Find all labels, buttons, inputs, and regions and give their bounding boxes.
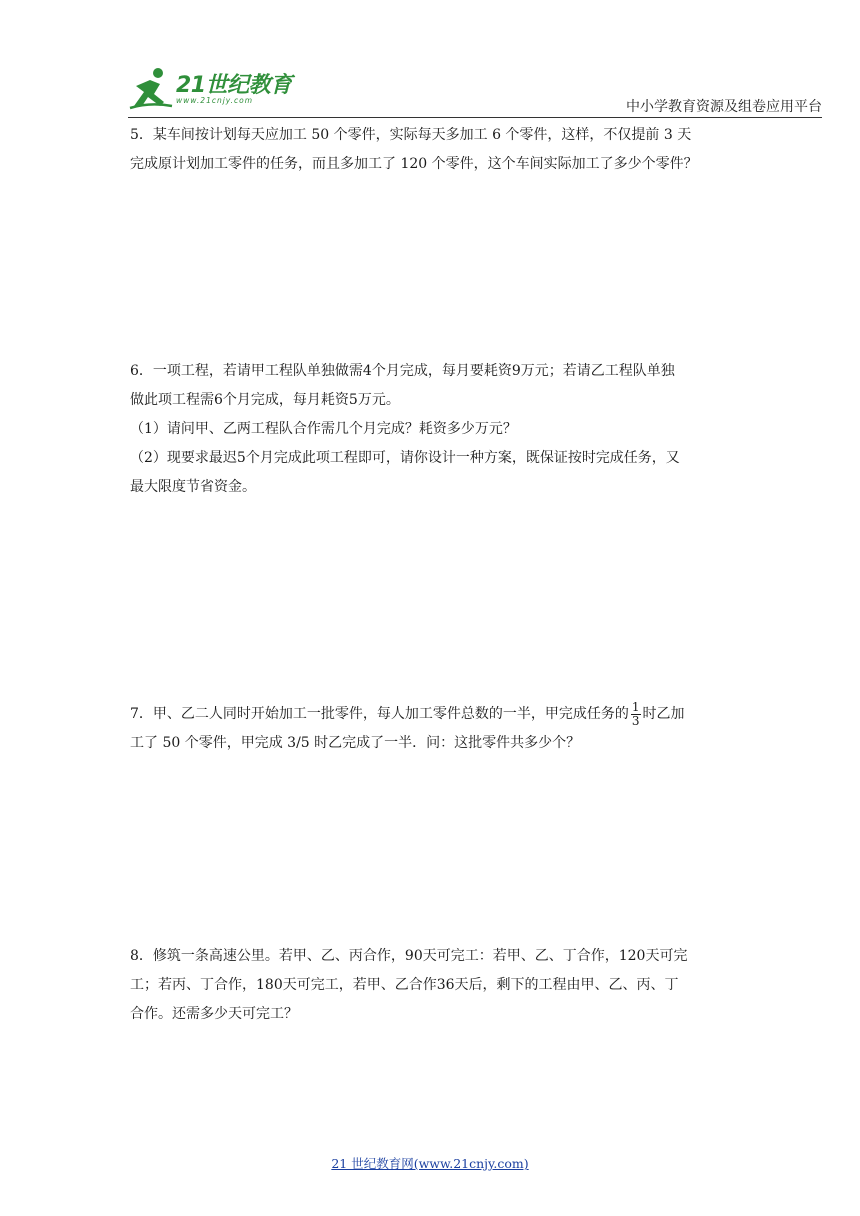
site-logo[interactable] [128, 66, 308, 116]
question-5-line-1: 5．某车间按计划每天应加工 50 个零件，实际每天多加工 6 个零件，这样，不仅提前 3 天 [130, 127, 692, 143]
question-8-line-3: 合作。还需多少天可完工？ [130, 1006, 298, 1022]
platform-name: 中小学教育资源及组卷应用平台 [626, 99, 822, 115]
question-5 [130, 121, 730, 179]
question-6 [130, 357, 730, 502]
question-6-line-2: 做此项工程需6个月完成，每月耗资5万元。 [130, 392, 400, 408]
question-6-part-2-line-2: 最大限度节省资金。 [130, 479, 256, 495]
question-6-part-2-line-1: （2）现要求最迟5个月完成此项工程即可，请你设计一种方案，既保证按时完成任务，又 [130, 450, 680, 466]
question-8 [130, 942, 730, 1029]
question-7-line-1-end: 时乙加 [642, 706, 685, 722]
header-divider [128, 117, 822, 118]
footer-link[interactable]: 21 世纪教育网(www.21cnjy.com) [331, 1156, 529, 1171]
fraction-denominator: 3 [631, 713, 640, 728]
question-6-line-1: 6．一项工程，若请甲工程队单独做需4个月完成，每月要耗资9万元；若请乙工程队单独 [130, 363, 675, 379]
runner-icon [128, 66, 174, 112]
question-7-line-2: 工了 50 个零件，甲完成 3/5 时乙完成了一半．问：这批零件共多少个？ [130, 735, 581, 751]
page-header [0, 0, 860, 120]
logo-url: www.21cnjy.com [176, 96, 254, 105]
fraction-numerator: 1 [631, 699, 640, 714]
question-8-line-2: 工；若丙、丁合作，180天可完工，若甲、乙合作36天后，剩下的工程由甲、乙、丙、丁 [130, 977, 679, 993]
question-6-part-1: （1）请问甲、乙两工程队合作需几个月完成？耗资多少万元？ [130, 421, 517, 437]
question-7-line-1 [130, 700, 730, 729]
question-5-line-2: 完成原计划加工零件的任务，而且多加工了 120 个零件，这个车间实际加工了多少个零件？ [130, 156, 698, 172]
question-7-line-1-start: 7．甲、乙二人同时开始加工一批零件，每人加工零件总数的一半，甲完成任务的 [130, 706, 629, 722]
fraction-one-third [631, 701, 641, 728]
page-footer [0, 1154, 860, 1172]
question-7 [130, 700, 730, 758]
question-8-line-1: 8．修筑一条高速公里。若甲、乙、丙合作，90天可完工：若甲、乙、丁合作，120天可完 [130, 948, 688, 964]
logo-text: 21世纪教育 [176, 73, 292, 98]
